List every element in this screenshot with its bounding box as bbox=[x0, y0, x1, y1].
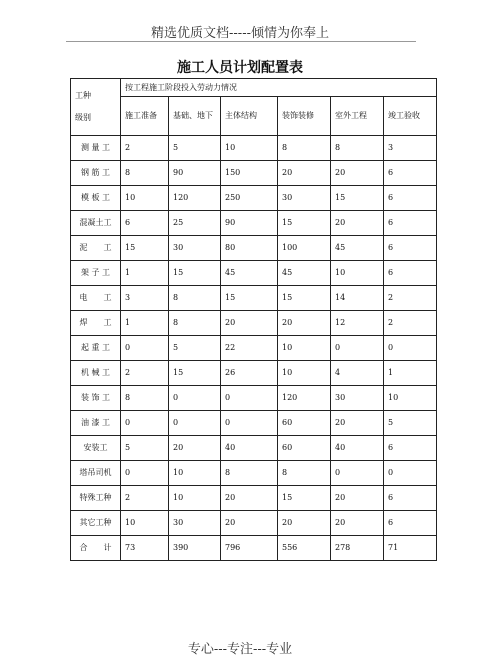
value-cell: 1 bbox=[384, 361, 437, 386]
trade-name-cell: 焊 工 bbox=[71, 311, 121, 336]
table-row bbox=[71, 236, 437, 261]
value-cell: 3 bbox=[121, 286, 169, 311]
table-row bbox=[71, 361, 437, 386]
value-cell: 2 bbox=[384, 286, 437, 311]
value-cell: 30 bbox=[169, 511, 221, 536]
value-cell: 6 bbox=[384, 186, 437, 211]
value-cell: 250 bbox=[221, 186, 278, 211]
value-cell: 278 bbox=[331, 536, 384, 561]
value-cell: 10 bbox=[169, 461, 221, 486]
staffing-table bbox=[70, 78, 437, 561]
trade-name-cell: 电 工 bbox=[71, 286, 121, 311]
value-cell: 6 bbox=[384, 511, 437, 536]
value-cell: 10 bbox=[331, 261, 384, 286]
value-cell: 15 bbox=[278, 486, 331, 511]
column-header: 基础、地下 bbox=[169, 97, 221, 136]
value-cell: 20 bbox=[169, 436, 221, 461]
value-cell: 390 bbox=[169, 536, 221, 561]
trade-name-cell: 泥 工 bbox=[71, 236, 121, 261]
value-cell: 40 bbox=[221, 436, 278, 461]
value-cell: 10 bbox=[121, 186, 169, 211]
table-row bbox=[71, 261, 437, 286]
trade-name-cell: 其它工种 bbox=[71, 511, 121, 536]
value-cell: 0 bbox=[121, 336, 169, 361]
value-cell: 15 bbox=[221, 286, 278, 311]
table-row bbox=[71, 311, 437, 336]
value-cell: 45 bbox=[278, 261, 331, 286]
value-cell: 6 bbox=[384, 436, 437, 461]
table-row bbox=[71, 136, 437, 161]
trade-name-cell: 安装工 bbox=[71, 436, 121, 461]
value-cell: 8 bbox=[331, 136, 384, 161]
value-cell: 45 bbox=[221, 261, 278, 286]
value-cell: 25 bbox=[169, 211, 221, 236]
value-cell: 20 bbox=[278, 161, 331, 186]
value-cell: 4 bbox=[331, 361, 384, 386]
value-cell: 0 bbox=[169, 386, 221, 411]
value-cell: 45 bbox=[331, 236, 384, 261]
trade-name-cell: 特殊工种 bbox=[71, 486, 121, 511]
page-footer: 专心---专注---专业 bbox=[187, 642, 293, 657]
corner-label-level: 级别 bbox=[75, 113, 91, 122]
value-cell: 120 bbox=[278, 386, 331, 411]
value-cell: 12 bbox=[331, 311, 384, 336]
table-row bbox=[71, 411, 437, 436]
value-cell: 120 bbox=[169, 186, 221, 211]
trade-name-cell: 合 计 bbox=[71, 536, 121, 561]
value-cell: 60 bbox=[278, 436, 331, 461]
value-cell: 6 bbox=[121, 211, 169, 236]
trade-name-cell: 钢 筋 工 bbox=[71, 161, 121, 186]
value-cell: 20 bbox=[221, 511, 278, 536]
header-divider bbox=[66, 41, 416, 42]
table-row bbox=[71, 211, 437, 236]
value-cell: 26 bbox=[221, 361, 278, 386]
corner-header-cell bbox=[71, 79, 121, 136]
value-cell: 0 bbox=[331, 336, 384, 361]
value-cell: 5 bbox=[384, 411, 437, 436]
table-row bbox=[71, 536, 437, 561]
table-row bbox=[71, 386, 437, 411]
value-cell: 0 bbox=[121, 411, 169, 436]
value-cell: 100 bbox=[278, 236, 331, 261]
trade-name-cell: 测 量 工 bbox=[71, 136, 121, 161]
value-cell: 30 bbox=[331, 386, 384, 411]
column-header: 施工准备 bbox=[121, 97, 169, 136]
value-cell: 0 bbox=[384, 461, 437, 486]
value-cell: 20 bbox=[331, 411, 384, 436]
value-cell: 6 bbox=[384, 211, 437, 236]
column-header: 主体结构 bbox=[221, 97, 278, 136]
value-cell: 8 bbox=[221, 461, 278, 486]
table-row bbox=[71, 461, 437, 486]
table-row bbox=[71, 186, 437, 211]
value-cell: 22 bbox=[221, 336, 278, 361]
table-row bbox=[71, 336, 437, 361]
value-cell: 1 bbox=[121, 311, 169, 336]
value-cell: 20 bbox=[331, 211, 384, 236]
value-cell: 6 bbox=[384, 486, 437, 511]
document-title: 施工人员计划配置表 bbox=[177, 60, 303, 76]
value-cell: 0 bbox=[121, 461, 169, 486]
value-cell: 8 bbox=[121, 161, 169, 186]
value-cell: 15 bbox=[169, 361, 221, 386]
value-cell: 40 bbox=[331, 436, 384, 461]
value-cell: 30 bbox=[169, 236, 221, 261]
table-row bbox=[71, 511, 437, 536]
trade-name-cell: 油 漆 工 bbox=[71, 411, 121, 436]
value-cell: 30 bbox=[278, 186, 331, 211]
value-cell: 1 bbox=[121, 261, 169, 286]
value-cell: 5 bbox=[169, 336, 221, 361]
table-row bbox=[71, 286, 437, 311]
column-header: 装饰装修 bbox=[278, 97, 331, 136]
value-cell: 71 bbox=[384, 536, 437, 561]
value-cell: 8 bbox=[169, 311, 221, 336]
value-cell: 15 bbox=[278, 211, 331, 236]
value-cell: 0 bbox=[384, 336, 437, 361]
value-cell: 90 bbox=[169, 161, 221, 186]
trade-name-cell: 架 子 工 bbox=[71, 261, 121, 286]
trade-name-cell: 起 重 工 bbox=[71, 336, 121, 361]
value-cell: 80 bbox=[221, 236, 278, 261]
trade-name-cell: 装 饰 工 bbox=[71, 386, 121, 411]
value-cell: 20 bbox=[331, 161, 384, 186]
value-cell: 8 bbox=[169, 286, 221, 311]
column-header-row bbox=[71, 97, 437, 136]
value-cell: 2 bbox=[121, 486, 169, 511]
value-cell: 2 bbox=[384, 311, 437, 336]
value-cell: 10 bbox=[121, 511, 169, 536]
value-cell: 14 bbox=[331, 286, 384, 311]
table-row bbox=[71, 161, 437, 186]
value-cell: 2 bbox=[121, 136, 169, 161]
value-cell: 20 bbox=[221, 311, 278, 336]
value-cell: 0 bbox=[221, 411, 278, 436]
table-row bbox=[71, 486, 437, 511]
trade-name-cell: 模 板 工 bbox=[71, 186, 121, 211]
value-cell: 3 bbox=[384, 136, 437, 161]
value-cell: 20 bbox=[331, 511, 384, 536]
value-cell: 10 bbox=[169, 486, 221, 511]
value-cell: 5 bbox=[169, 136, 221, 161]
group-header: 按工程施工阶段投入劳动力情况 bbox=[121, 79, 437, 97]
value-cell: 8 bbox=[278, 461, 331, 486]
value-cell: 20 bbox=[331, 486, 384, 511]
column-header: 室外工程 bbox=[331, 97, 384, 136]
value-cell: 6 bbox=[384, 261, 437, 286]
value-cell: 60 bbox=[278, 411, 331, 436]
trade-name-cell: 机 械 工 bbox=[71, 361, 121, 386]
corner-label-trade: 工种 bbox=[75, 91, 91, 100]
value-cell: 796 bbox=[221, 536, 278, 561]
value-cell: 2 bbox=[121, 361, 169, 386]
trade-name-cell: 混凝土工 bbox=[71, 211, 121, 236]
table-body bbox=[71, 136, 437, 561]
value-cell: 15 bbox=[169, 261, 221, 286]
value-cell: 15 bbox=[331, 186, 384, 211]
table-row bbox=[71, 436, 437, 461]
value-cell: 10 bbox=[221, 136, 278, 161]
value-cell: 0 bbox=[331, 461, 384, 486]
value-cell: 15 bbox=[278, 286, 331, 311]
value-cell: 10 bbox=[278, 361, 331, 386]
value-cell: 6 bbox=[384, 161, 437, 186]
value-cell: 20 bbox=[278, 311, 331, 336]
value-cell: 0 bbox=[221, 386, 278, 411]
value-cell: 8 bbox=[121, 386, 169, 411]
value-cell: 10 bbox=[384, 386, 437, 411]
value-cell: 556 bbox=[278, 536, 331, 561]
value-cell: 73 bbox=[121, 536, 169, 561]
value-cell: 20 bbox=[278, 511, 331, 536]
value-cell: 150 bbox=[221, 161, 278, 186]
value-cell: 20 bbox=[221, 486, 278, 511]
value-cell: 5 bbox=[121, 436, 169, 461]
column-header: 竣工验收 bbox=[384, 97, 437, 136]
value-cell: 10 bbox=[278, 336, 331, 361]
value-cell: 15 bbox=[121, 236, 169, 261]
trade-name-cell: 塔吊司机 bbox=[71, 461, 121, 486]
value-cell: 8 bbox=[278, 136, 331, 161]
value-cell: 6 bbox=[384, 236, 437, 261]
value-cell: 90 bbox=[221, 211, 278, 236]
value-cell: 0 bbox=[169, 411, 221, 436]
page-header: 精选优质文档-----倾情为你奉上 bbox=[151, 26, 329, 41]
